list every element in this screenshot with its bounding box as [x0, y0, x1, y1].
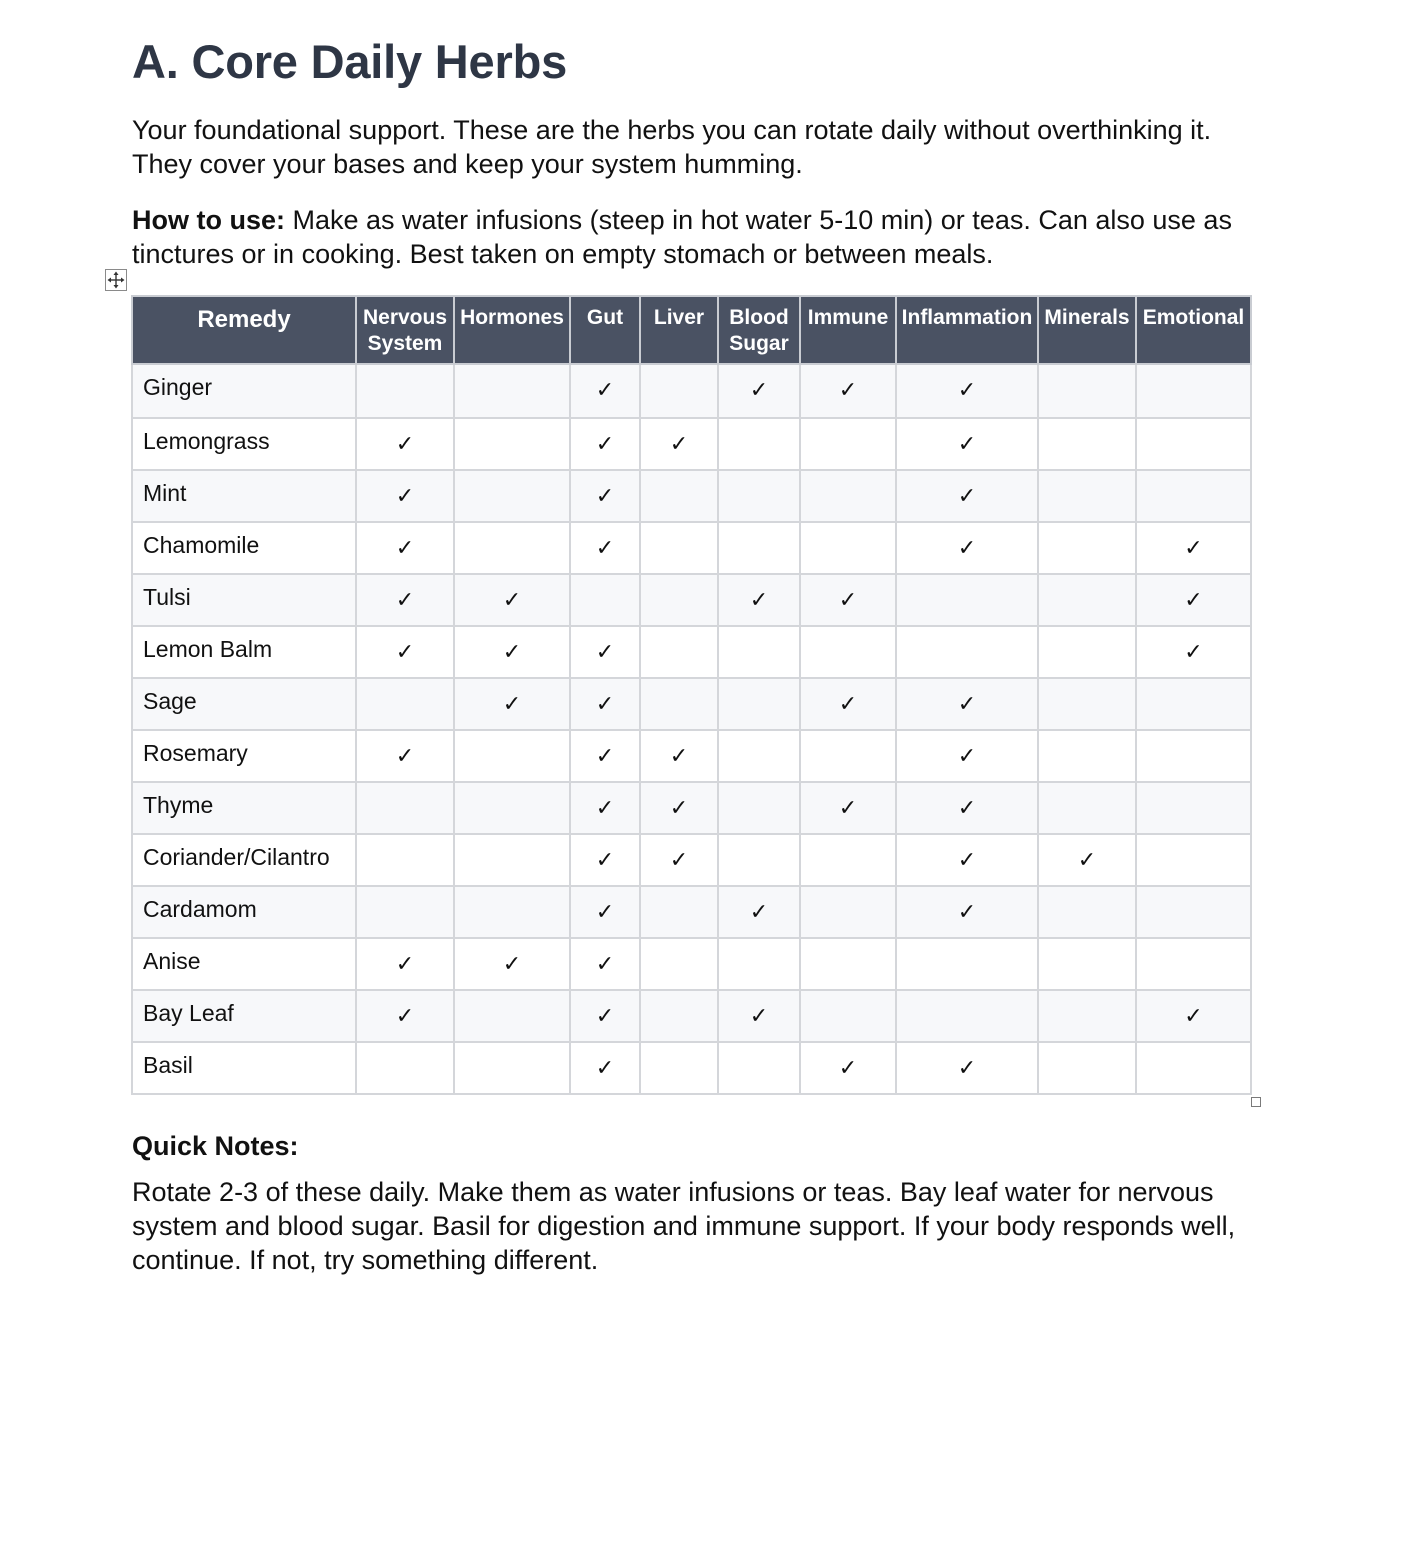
check-mark-cell[interactable]: ✓ — [570, 470, 640, 522]
empty-cell[interactable] — [640, 574, 718, 626]
check-mark-cell[interactable]: ✓ — [356, 730, 454, 782]
remedy-name-cell[interactable]: Sage — [132, 678, 356, 730]
empty-cell[interactable] — [454, 522, 570, 574]
quick-notes-body: Rotate 2-3 of these daily. Make them as water infusions or teas. Bay leaf water for nervous system and blood sugar. Basil for digestion and immune support. If your body responds well, continue. If not, try something different. — [132, 1177, 1236, 1275]
table-row — [132, 990, 1251, 1042]
herbs-table — [131, 295, 1252, 1095]
check-mark-cell[interactable]: ✓ — [1038, 834, 1136, 886]
column-header — [1038, 296, 1136, 364]
check-mark-cell[interactable]: ✓ — [570, 364, 640, 418]
empty-cell[interactable] — [356, 834, 454, 886]
check-mark-cell[interactable]: ✓ — [454, 938, 570, 990]
table-row — [132, 418, 1251, 470]
check-mark-cell[interactable]: ✓ — [718, 886, 800, 938]
check-mark-cell[interactable]: ✓ — [454, 574, 570, 626]
empty-cell[interactable] — [718, 678, 800, 730]
check-mark-cell[interactable]: ✓ — [896, 522, 1038, 574]
quick-notes-title: Quick Notes: — [132, 1131, 299, 1161]
column-header — [800, 296, 896, 364]
empty-cell[interactable] — [1136, 418, 1251, 470]
empty-cell[interactable] — [896, 574, 1038, 626]
empty-cell[interactable] — [454, 1042, 570, 1094]
empty-cell[interactable] — [800, 470, 896, 522]
empty-cell[interactable] — [718, 626, 800, 678]
empty-cell[interactable] — [640, 522, 718, 574]
check-mark-cell[interactable]: ✓ — [356, 990, 454, 1042]
empty-cell[interactable] — [718, 470, 800, 522]
check-mark-cell[interactable]: ✓ — [896, 886, 1038, 938]
check-mark-cell[interactable]: ✓ — [570, 522, 640, 574]
column-header-line: System — [367, 332, 443, 355]
check-mark-cell[interactable]: ✓ — [896, 730, 1038, 782]
empty-cell[interactable] — [454, 730, 570, 782]
empty-cell[interactable] — [1038, 678, 1136, 730]
check-mark-cell[interactable]: ✓ — [570, 886, 640, 938]
check-mark-cell[interactable]: ✓ — [718, 364, 800, 418]
remedy-name-cell[interactable]: Basil — [132, 1042, 356, 1094]
empty-cell[interactable] — [640, 364, 718, 418]
table-row — [132, 626, 1251, 678]
empty-cell[interactable] — [356, 782, 454, 834]
table-row — [132, 470, 1251, 522]
check-mark-cell[interactable]: ✓ — [640, 418, 718, 470]
column-header — [570, 296, 640, 364]
check-mark-cell[interactable]: ✓ — [356, 470, 454, 522]
empty-cell[interactable] — [800, 522, 896, 574]
check-mark-cell[interactable]: ✓ — [570, 938, 640, 990]
table-body — [132, 364, 1251, 1094]
empty-cell[interactable] — [356, 886, 454, 938]
empty-cell[interactable] — [718, 1042, 800, 1094]
remedy-name-cell[interactable]: Cardamom — [132, 886, 356, 938]
check-mark-cell[interactable]: ✓ — [896, 782, 1038, 834]
column-header-line: Minerals — [1044, 306, 1130, 329]
empty-cell[interactable] — [718, 834, 800, 886]
check-mark-cell[interactable]: ✓ — [1136, 990, 1251, 1042]
empty-cell[interactable] — [1136, 834, 1251, 886]
empty-cell[interactable] — [356, 364, 454, 418]
empty-cell[interactable] — [718, 782, 800, 834]
empty-cell[interactable] — [718, 730, 800, 782]
table-move-handle-icon[interactable] — [105, 269, 127, 291]
check-mark-cell[interactable]: ✓ — [356, 418, 454, 470]
column-header-line: Blood — [729, 306, 789, 329]
empty-cell[interactable] — [896, 938, 1038, 990]
column-header — [454, 296, 570, 364]
empty-cell[interactable] — [454, 782, 570, 834]
table-resize-handle[interactable] — [1251, 1097, 1261, 1107]
column-header-line: Gut — [586, 306, 624, 329]
check-mark-cell[interactable]: ✓ — [570, 782, 640, 834]
empty-cell[interactable] — [1136, 364, 1251, 418]
check-mark-cell[interactable]: ✓ — [896, 470, 1038, 522]
empty-cell[interactable] — [1136, 1042, 1251, 1094]
empty-cell[interactable] — [454, 418, 570, 470]
check-mark-cell[interactable]: ✓ — [896, 418, 1038, 470]
empty-cell[interactable] — [800, 730, 896, 782]
check-mark-cell[interactable]: ✓ — [570, 678, 640, 730]
check-mark-cell[interactable]: ✓ — [718, 574, 800, 626]
empty-cell[interactable] — [1038, 990, 1136, 1042]
empty-cell[interactable] — [1136, 678, 1251, 730]
empty-cell[interactable] — [1038, 730, 1136, 782]
check-mark-cell[interactable]: ✓ — [356, 522, 454, 574]
empty-cell[interactable] — [454, 834, 570, 886]
remedy-name-cell[interactable]: Mint — [132, 470, 356, 522]
table-row — [132, 1042, 1251, 1094]
empty-cell[interactable] — [718, 938, 800, 990]
empty-cell[interactable] — [640, 886, 718, 938]
column-header — [640, 296, 718, 364]
check-mark-cell[interactable]: ✓ — [570, 834, 640, 886]
check-mark-cell[interactable]: ✓ — [1136, 574, 1251, 626]
column-header — [896, 296, 1038, 364]
empty-cell[interactable] — [800, 990, 896, 1042]
table-row — [132, 574, 1251, 626]
empty-cell[interactable] — [570, 574, 640, 626]
check-mark-cell[interactable]: ✓ — [896, 364, 1038, 418]
check-mark-cell[interactable]: ✓ — [570, 1042, 640, 1094]
table-row — [132, 678, 1251, 730]
header-row — [132, 296, 1251, 364]
empty-cell[interactable] — [640, 626, 718, 678]
column-header-remedy — [132, 296, 356, 364]
table-row — [132, 730, 1251, 782]
check-mark-cell[interactable]: ✓ — [570, 626, 640, 678]
column-header — [356, 296, 454, 364]
empty-cell[interactable] — [1136, 782, 1251, 834]
intro-paragraph: Your foundational support. These are the herbs you can rotate daily without overthinking it. They cover your bases and keep your system humming. — [132, 115, 1212, 179]
remedy-name-cell[interactable]: Tulsi — [132, 574, 356, 626]
check-mark-cell[interactable]: ✓ — [454, 626, 570, 678]
remedy-name-cell[interactable]: Chamomile — [132, 522, 356, 574]
empty-cell[interactable] — [800, 886, 896, 938]
empty-cell[interactable] — [454, 470, 570, 522]
column-header-line: Emotional — [1142, 306, 1245, 329]
empty-cell[interactable] — [1038, 364, 1136, 418]
empty-cell[interactable] — [1136, 938, 1251, 990]
column-header-line: Hormones — [460, 306, 564, 329]
empty-cell[interactable] — [640, 938, 718, 990]
remedy-name-cell[interactable]: Anise — [132, 938, 356, 990]
column-header-line: Liver — [653, 306, 705, 329]
check-mark-cell[interactable]: ✓ — [356, 938, 454, 990]
remedy-name-cell[interactable]: Thyme — [132, 782, 356, 834]
empty-cell[interactable] — [1136, 470, 1251, 522]
empty-cell[interactable] — [1038, 522, 1136, 574]
how-to-use-text: Make as water infusions (steep in hot water 5-10 min) or teas. Can also use as tinctures or in cooking. Best taken on empty stomach or between meals. — [132, 205, 1232, 269]
empty-cell[interactable] — [718, 522, 800, 574]
check-mark-cell[interactable]: ✓ — [570, 418, 640, 470]
column-header-line: Nervous — [362, 306, 448, 329]
check-mark-cell[interactable]: ✓ — [356, 574, 454, 626]
empty-cell[interactable] — [454, 990, 570, 1042]
empty-cell[interactable] — [800, 834, 896, 886]
check-mark-cell[interactable]: ✓ — [640, 834, 718, 886]
table-row — [132, 886, 1251, 938]
check-mark-cell[interactable]: ✓ — [896, 834, 1038, 886]
empty-cell[interactable] — [1038, 938, 1136, 990]
how-to-use-paragraph — [132, 203, 1232, 271]
check-mark-cell[interactable]: ✓ — [896, 1042, 1038, 1094]
column-header — [1136, 296, 1251, 364]
empty-cell[interactable] — [356, 1042, 454, 1094]
how-to-use-label: How to use: — [132, 205, 285, 235]
empty-cell[interactable] — [1038, 626, 1136, 678]
table-row — [132, 782, 1251, 834]
empty-cell[interactable] — [1136, 886, 1251, 938]
check-mark-cell[interactable]: ✓ — [356, 626, 454, 678]
check-mark-cell[interactable]: ✓ — [800, 574, 896, 626]
empty-cell[interactable] — [1136, 730, 1251, 782]
empty-cell[interactable] — [640, 1042, 718, 1094]
table-header — [132, 296, 1251, 364]
check-mark-cell[interactable]: ✓ — [640, 730, 718, 782]
check-mark-cell[interactable]: ✓ — [800, 782, 896, 834]
empty-cell[interactable] — [356, 678, 454, 730]
empty-cell[interactable] — [896, 626, 1038, 678]
empty-cell[interactable] — [1038, 782, 1136, 834]
empty-cell[interactable] — [1038, 470, 1136, 522]
check-mark-cell[interactable]: ✓ — [896, 678, 1038, 730]
empty-cell[interactable] — [1038, 1042, 1136, 1094]
check-mark-cell[interactable]: ✓ — [1136, 626, 1251, 678]
empty-cell[interactable] — [896, 990, 1038, 1042]
table-row — [132, 834, 1251, 886]
empty-cell[interactable] — [800, 938, 896, 990]
empty-cell[interactable] — [640, 470, 718, 522]
column-header-line: Sugar — [729, 332, 789, 355]
empty-cell[interactable] — [800, 626, 896, 678]
empty-cell[interactable] — [800, 418, 896, 470]
empty-cell[interactable] — [1038, 418, 1136, 470]
empty-cell[interactable] — [1038, 886, 1136, 938]
remedy-name-cell[interactable]: Lemongrass — [132, 418, 356, 470]
column-header-line: Immune — [807, 306, 889, 329]
table-row — [132, 522, 1251, 574]
section-title: A. Core Daily Herbs — [132, 35, 568, 88]
column-header-line: Remedy — [197, 306, 291, 333]
empty-cell[interactable] — [454, 364, 570, 418]
check-mark-cell[interactable]: ✓ — [718, 990, 800, 1042]
column-header-line: Inflammation — [901, 306, 1033, 329]
empty-cell[interactable] — [640, 678, 718, 730]
check-mark-cell[interactable]: ✓ — [1136, 522, 1251, 574]
table-row — [132, 364, 1251, 418]
column-header — [718, 296, 800, 364]
check-mark-cell[interactable]: ✓ — [800, 678, 896, 730]
remedy-name-cell[interactable]: Ginger — [132, 364, 356, 418]
check-mark-cell[interactable]: ✓ — [800, 364, 896, 418]
check-mark-cell[interactable]: ✓ — [454, 678, 570, 730]
remedy-name-cell[interactable]: Rosemary — [132, 730, 356, 782]
remedy-name-cell[interactable]: Lemon Balm — [132, 626, 356, 678]
check-mark-cell[interactable]: ✓ — [640, 782, 718, 834]
remedy-name-cell[interactable]: Bay Leaf — [132, 990, 356, 1042]
check-mark-cell[interactable]: ✓ — [570, 730, 640, 782]
empty-cell[interactable] — [454, 886, 570, 938]
table-row — [132, 938, 1251, 990]
empty-cell[interactable] — [718, 418, 800, 470]
remedy-name-cell[interactable]: Coriander/Cilantro — [132, 834, 356, 886]
check-mark-cell[interactable]: ✓ — [570, 990, 640, 1042]
check-mark-cell[interactable]: ✓ — [800, 1042, 896, 1094]
empty-cell[interactable] — [640, 990, 718, 1042]
empty-cell[interactable] — [1038, 574, 1136, 626]
